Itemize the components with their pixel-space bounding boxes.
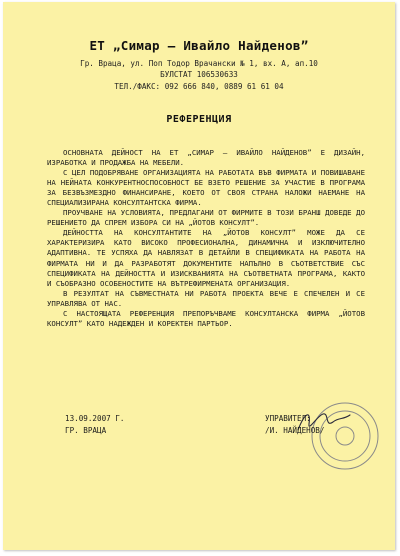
body-paragraph: ДЕЙНОСТТА НА КОНСУЛТАНТИТЕ НА „ЙОТОВ КОНСУЛТ” МОЖЕ ДА СЕ ХАРАКТЕРИЗИРА КАТО ВИСОКО ПРОФЕСИОНАЛНА, ДИНАМИЧНА И ИЗКЛЮЧИТЕЛНО АДАПТИВНА. ТЕ УСПЯХА ДА НАВЛЯЗАТ В ДЕТАЙЛИ В СПЕЦИФИКАТА НА РАБОТА НА ФИРМАТА НИ И ДА РАЗРАБОТЯТ ДОКУМЕНТИТЕ НАПЪЛНО В СЪОТВЕТСТВИЕ СЪС СПЕЦИФИКАТА НА ДЕЙНОСТТА И ИЗИСКВАНИЯТА НА СЪОТВЕТНАТА ПРОГРАМА, КАКТО И СЪОБРАЗНО ОСОБЕНОСТИТЕ НА ВЪТРЕФИРМЕНАТА ОРГАНИЗАЦИЯ. [47, 228, 365, 288]
document-date: 13.09.2007 Г. [65, 414, 125, 423]
document-title: РЕФЕРЕНЦИЯ [166, 114, 232, 125]
company-name: ЕТ „Симар – Ивайло Найденов” [89, 38, 309, 53]
signer-role: УПРАВИТЕЛ: [265, 414, 311, 423]
body-paragraph: С НАСТОЯЩАТА РЕФЕРЕНЦИЯ ПРЕПОРЪЧВАМЕ КОНСУЛТАНСКА ФИРМА „ЙОТОВ КОНСУЛТ” КАТО НАДЕЖДЕН И КОРЕКТЕН ПАРТЬОР. [47, 308, 365, 328]
letter-body [47, 148, 365, 329]
company-address: Гр. Враца, ул. Поп Тодор Врачански № 1, вх. А, ап.10 [80, 59, 318, 68]
body-paragraph: В РЕЗУЛТАТ НА СЪВМЕСТНАТА НИ РАБОТА ПРОЕКТА ВЕЧЕ Е СПЕЧЕЛЕН И СЕ УПРАВЛЯВА ОТ НАС. [47, 288, 365, 308]
document-page [3, 2, 395, 550]
company-bulstat: БУЛСТАТ 106530633 [160, 70, 238, 79]
body-paragraph: ОСНОВНАТА ДЕЙНОСТ НА ЕТ „СИМАР – ИВАЙЛО НАЙДЕНОВ” Е ДИЗАЙН, ИЗРАБОТКА И ПРОДАЖБА НА МЕБЕЛИ. [47, 148, 365, 168]
body-paragraph: С ЦЕЛ ПОДОБРЯВАНЕ ОРГАНИЗАЦИЯТА НА РАБОТАТА ВЪВ ФИРМАТА И ПОВИШАВАНЕ НА НЕЙНАТА КОНКУРЕНТНОСПОСОБНОСТ БЕ ВЗЕТО РЕШЕНИЕ ЗА УЧАСТИЕ В ПРОГРАМА ЗА БЕЗВЪЗМЕЗДНО ФИНАНСИРАНЕ, КОЕТО ОТ СВОЯ СТРАНА НАЛОЖИ НАЕМАНЕ НА СПЕЦИАЛИЗИРАНА КОНСУЛТАНТСКА ФИРМА. [47, 168, 365, 208]
date-place-block [65, 413, 124, 437]
signer-block [265, 413, 324, 437]
body-paragraph: ПРОУЧВАНЕ НА УСЛОВИЯТА, ПРЕДЛАГАНИ ОТ ФИРМИТЕ В ТОЗИ БРАНШ ДОВЕДЕ ДО РЕШЕНИЕТО ДА СПРЕМ ИЗБОРА СИ НА „ЙОТОВ КОНСУЛТ”. [47, 208, 365, 228]
document-city: ГР. ВРАЦА [65, 426, 107, 435]
company-phone: ТЕЛ./ФАКС: 092 666 840, 0889 61 61 04 [114, 82, 284, 91]
signer-name: /И. НАЙДЕНОВ/ [265, 426, 325, 435]
